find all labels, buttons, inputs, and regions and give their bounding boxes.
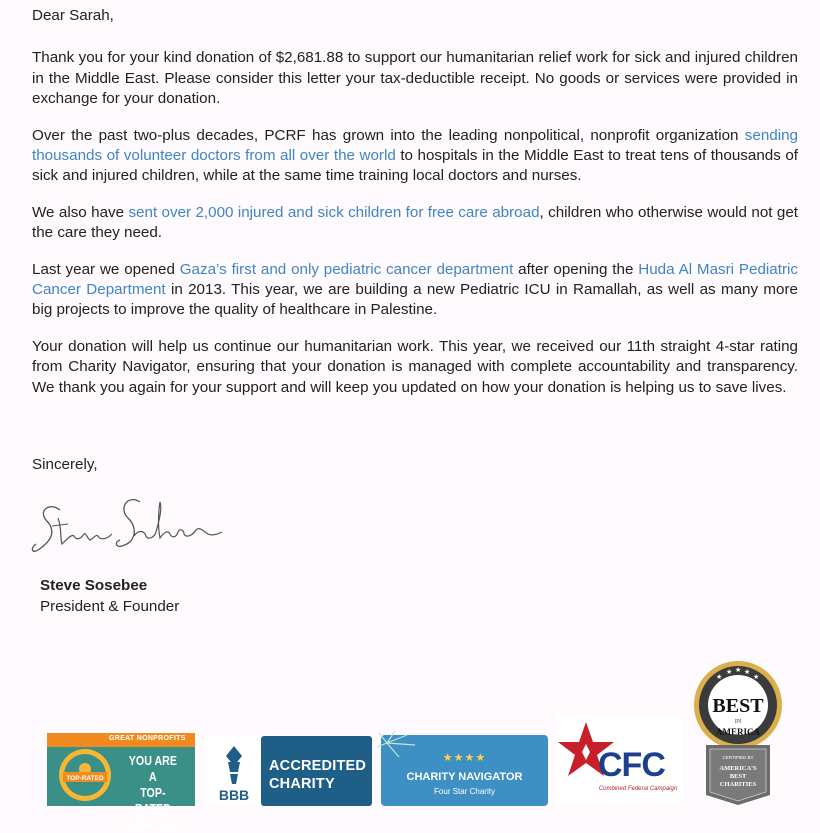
link-huda-al-masri[interactable]: Huda Al Masri Pediatric Cancer Department [32,260,798,299]
great-nonprofits-text [125,753,188,833]
paragraph-children-text-2: , children who otherwise would not get the care they need. [32,203,798,242]
cfc-subtitle: Combined Federal Campaign [598,786,678,792]
charity-navigator-subtitle: Four Star Charity [434,787,495,796]
charity-navigator-name: CHARITY NAVIGATOR [406,771,523,783]
best-word: BEST [712,695,764,717]
best-in-america-seal-icon[interactable] [692,659,784,807]
cfc-logo-text: CFC [598,746,665,784]
bbb-torch-icon [212,742,256,804]
link-children-abroad[interactable]: sent over 2,000 injured and sick children for free care abroad [128,203,540,221]
great-nonprofits-badge[interactable] [47,733,195,832]
bbb-accredited-badge[interactable] [206,736,372,806]
gn-line3: NONPROFIT [125,817,188,832]
bbb-line1: ACCREDITED [269,758,367,774]
gn-line1: YOU ARE A [128,753,177,784]
bbb-line2: CHARITY [269,776,335,792]
signer-name: Steve Sosebee [40,577,148,594]
svg-text:★: ★ [726,668,733,676]
svg-text:★: ★ [716,673,723,681]
best-line2: BEST [729,773,747,780]
paragraph-cancer-text-1: Last year we opened [32,260,180,278]
paragraph-thanks: Your donation will help us continue our humanitarian work. This year, we received our 11th straight 4-star rating from Charity Navigator, ensuring that your donation is managed with complete accountability and transparency. We thank you again for your support and will keep you updated on how your donation is helping us to save lives. [32,337,798,396]
paragraph-children-abroad [32,203,798,244]
paragraph-children-text-1: We also have [32,203,129,221]
paragraph-history-text-2: to hospitals in the Middle East to treat tens of thousands of sick and injured children, while at the same time training local doctors and nurses. [32,147,798,185]
bbb-panel [261,736,372,806]
svg-text:★: ★ [744,668,751,676]
seal-label: TOP-RATED [66,775,104,782]
closing: Sincerely, [32,456,98,473]
svg-text:★: ★ [753,673,760,681]
great-nonprofits-top-label: GREAT NONPROFITS [109,735,186,742]
best-america-word: AMERICA [716,727,760,737]
paragraph-history [32,126,798,187]
letter-body [32,6,798,414]
best-line3: CHARITIES [719,781,757,788]
best-in-word: IN [734,719,742,725]
paragraph-cancer-text-3: in 2013. This year, we are building a new Pediatric ICU in Ramallah, as well as many more big projects to improve the quality of healthcare in Palestine. [32,281,799,319]
gn-line2: TOP-RATED [134,785,171,816]
best-line1: AMERICA'S [719,765,757,772]
svg-text:★: ★ [735,666,742,674]
paragraph-history-text-1: Over the past two-plus decades, PCRF has grown into the leading nonpolitical, nonprofit organization [32,126,745,144]
paragraph-donation: Thank you for your kind donation of $2,681.88 to support our humanitarian relief work for sick and injured children in the Middle East. Please consider this letter your tax-deductible receipt. No goods or services were provided in exchange for your donation. [32,49,798,108]
signer-title: President & Founder [40,598,180,615]
link-gaza-cancer-department[interactable]: Gaza’s first and only pediatric cancer department [179,260,514,278]
top-rated-seal-icon [55,743,115,803]
link-volunteer-doctors[interactable]: sending thousands of volunteer doctors from all over the world [32,126,798,165]
best-cert-label: CERTIFIED BY [722,755,754,760]
signature [28,488,228,558]
paragraph-cancer-text-2: after opening the [513,260,639,278]
charity-navigator-badge[interactable] [381,735,548,806]
bbb-logo-text: BBB [218,787,250,803]
salutation: Dear Sarah, [32,7,114,24]
paragraph-cancer-department [32,260,798,321]
cfc-badge[interactable] [556,716,682,804]
four-star-rating: ★★★★ [442,752,487,764]
